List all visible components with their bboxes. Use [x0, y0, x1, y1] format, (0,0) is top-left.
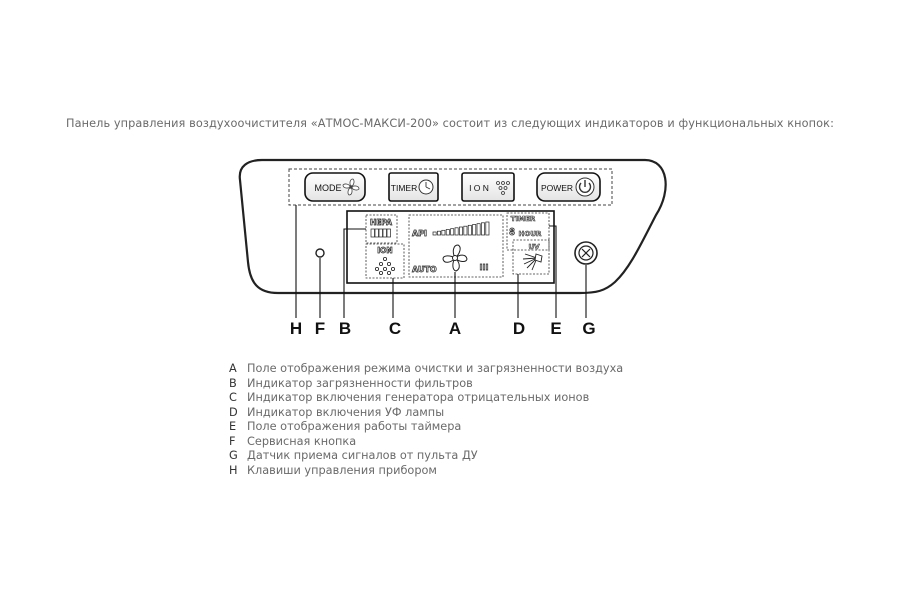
legend-text: Клавиши управления прибором — [247, 463, 437, 477]
timer-button[interactable] — [389, 173, 438, 201]
lcd-timer-label: TIMER — [510, 215, 536, 223]
legend-item-h — [229, 464, 623, 479]
hepa-label: HEPA — [369, 218, 393, 227]
legend-text: Индикатор включения генератора отрицательных ионов — [247, 391, 590, 404]
callout-a: A — [448, 319, 462, 338]
legend-text: Датчик приема сигналов от пульта ДУ — [247, 449, 478, 462]
pollution-bar-segment — [442, 230, 445, 235]
pollution-bar-segment — [433, 232, 436, 235]
legend-text: Индикатор включения УФ лампы — [247, 405, 445, 419]
legend-key: H — [229, 463, 238, 477]
hour-label: HOUR — [518, 230, 542, 238]
clock-icon — [419, 180, 433, 194]
mode-button[interactable] — [305, 173, 365, 201]
timer-digit: 8 — [509, 227, 516, 238]
callout-f: F — [314, 319, 326, 338]
legend-item-c — [229, 391, 623, 406]
legend-key: F — [229, 434, 236, 448]
power-icon — [576, 178, 594, 196]
legend-key: E — [229, 420, 237, 433]
pollution-bar-segment — [481, 223, 484, 235]
pollution-bar-segment — [473, 225, 476, 236]
legend-text: Индикатор загрязненности фильтров — [247, 376, 473, 390]
callout-c: C — [388, 319, 402, 338]
pollution-bar-segment — [437, 231, 440, 235]
callout-g: G — [582, 319, 596, 338]
legend-text: Поле отображения работы таймера — [247, 420, 462, 433]
callout-b: B — [338, 319, 352, 338]
legend-item-b — [229, 377, 623, 392]
filter-bar-icon — [371, 229, 391, 237]
power-button[interactable] — [537, 173, 600, 201]
power-button-label: POWER — [540, 183, 574, 193]
speed-label: III — [479, 263, 489, 272]
intro-text: Панель управления воздухоочистителя «АТМОС-МАКСИ-200» состоит из следующих индикаторов и функциональных кнопок: — [65, 117, 835, 130]
timer-button-label: TIMER — [390, 183, 418, 193]
mode-button-label: MODE — [314, 183, 342, 193]
legend-item-a — [229, 362, 623, 377]
pollution-bar-segment — [486, 222, 489, 235]
api-label: API — [412, 229, 428, 238]
lcd-ion-label: ION — [377, 246, 393, 255]
legend-key: G — [229, 449, 238, 462]
callout-e: E — [550, 319, 562, 338]
legend-item-g — [229, 449, 623, 464]
service-button[interactable] — [316, 249, 324, 257]
legend-item-f — [229, 435, 623, 450]
pollution-bar-segment — [451, 229, 454, 235]
legend-key: C — [229, 391, 237, 404]
callout-labels — [290, 319, 596, 338]
legend-text: Сервисная кнопка — [247, 434, 357, 448]
ion-button-label: I O N — [469, 183, 489, 193]
legend-key: B — [229, 376, 237, 390]
ion-button[interactable] — [462, 173, 514, 201]
legend-text: Поле отображения режима очистки и загрязненности воздуха — [247, 362, 624, 375]
callout-d: D — [512, 319, 526, 338]
pollution-bar-segment — [446, 230, 449, 236]
legend-item-e — [229, 420, 623, 435]
auto-label: AUTO — [412, 265, 437, 274]
pollution-bar-segment — [459, 227, 462, 235]
pollution-bar-segment — [455, 228, 458, 235]
pollution-bar-segment — [477, 224, 480, 235]
pollution-bar-segment — [468, 225, 471, 235]
uv-label: UV — [528, 243, 540, 251]
ir-sensor — [575, 242, 597, 264]
legend-key: A — [229, 362, 237, 375]
legend-list — [229, 362, 623, 478]
callout-h: H — [289, 319, 303, 338]
pollution-bar-segment — [464, 226, 467, 235]
legend-key: D — [229, 405, 238, 419]
legend-item-d — [229, 406, 623, 421]
